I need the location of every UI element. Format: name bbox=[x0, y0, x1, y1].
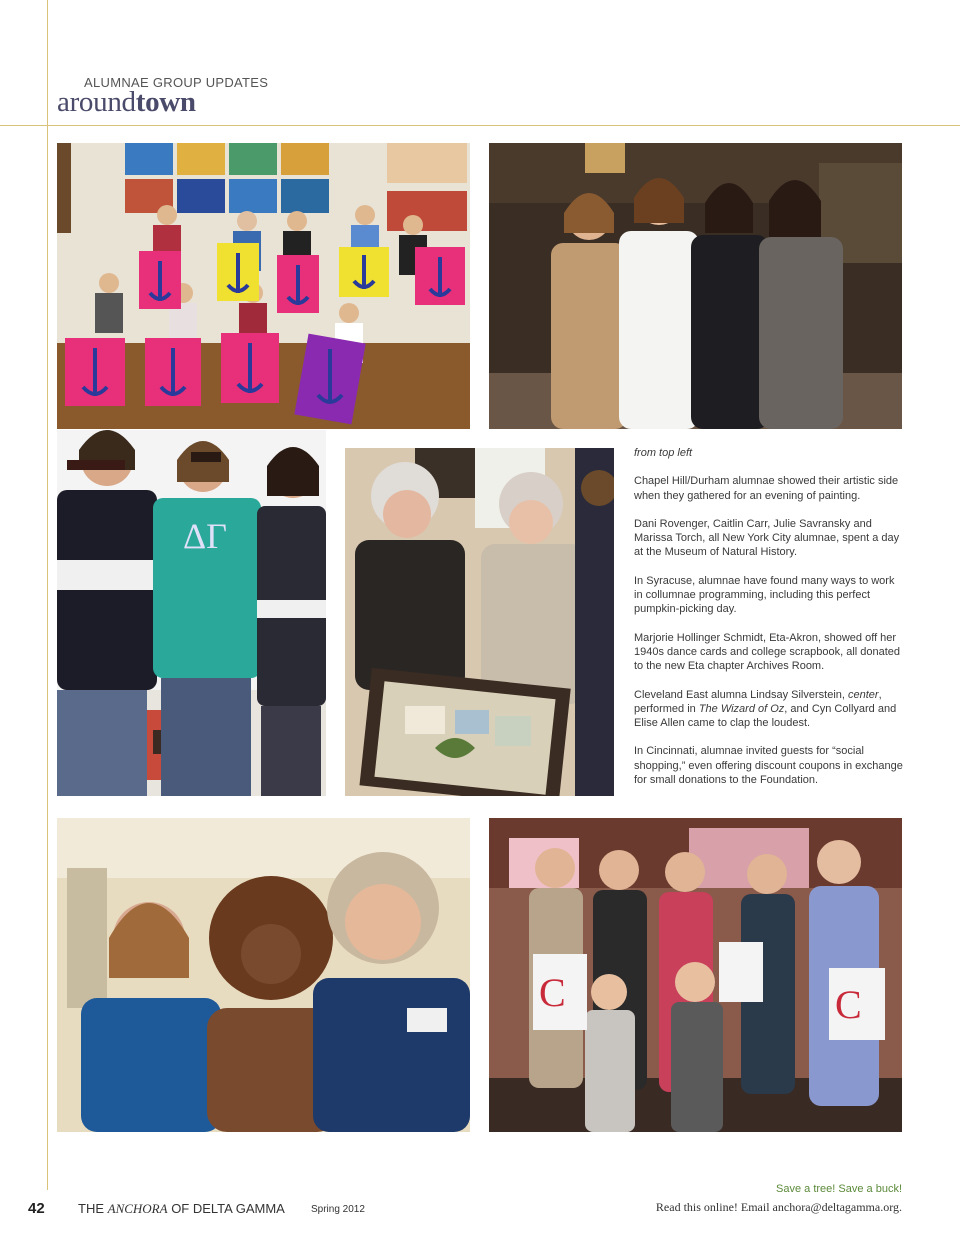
painting-party-photo bbox=[57, 143, 470, 429]
museum-photo bbox=[489, 143, 902, 429]
wizard-of-oz-photo bbox=[57, 818, 470, 1132]
svg-text:C: C bbox=[539, 970, 566, 1015]
caption-2: Dani Rovenger, Caitlin Carr, Julie Savransky and Marissa Torch, all New York City alumnae, spent a day at the Museum of Natural History. bbox=[634, 517, 900, 559]
scrapbook-photo bbox=[345, 448, 614, 796]
page-title bbox=[57, 86, 196, 119]
social-shopping-photo bbox=[489, 818, 902, 1132]
caption-4: Marjorie Hollinger Schmidt, Eta-Akron, showed off her 1940s dance cards and college scrapbook, all donated to the new Eta chapter Archives Room. bbox=[634, 631, 901, 673]
caption-lead: from top left bbox=[634, 447, 693, 459]
vertical-rule bbox=[47, 0, 48, 1190]
title-bold: town bbox=[135, 86, 196, 118]
horizontal-rule bbox=[0, 125, 960, 126]
save-tree-note: Save a tree! Save a buck! bbox=[776, 1183, 902, 1195]
svg-text:ΔΓ: ΔΓ bbox=[183, 516, 227, 556]
photo-captions bbox=[634, 446, 904, 801]
caption-1: Chapel Hill/Durham alumnae showed their artistic side when they gathered for an evening of painting. bbox=[634, 475, 899, 502]
page-number: 42 bbox=[28, 1200, 45, 1217]
issue-date: Spring 2012 bbox=[311, 1204, 365, 1215]
caption-3: In Syracuse, alumnae have found many ways to work in collumnae programming, including this perfect pumpkin-picking day. bbox=[634, 574, 895, 616]
magazine-name: THE ANCHORA OF DELTA GAMMA bbox=[78, 1201, 285, 1216]
read-online-note: Read this online! Email anchora@deltagamma.org. bbox=[655, 1200, 902, 1214]
pumpkin-picking-photo bbox=[57, 430, 326, 796]
title-light: around bbox=[57, 86, 136, 118]
caption-6: In Cincinnati, alumnae invited guests for “social shopping,” even offering discount coupons in exchange for small donations to the Foundation. bbox=[634, 745, 903, 787]
caption-5: Cleveland East alumna Lindsay Silverstein, center, performed in The Wizard of Oz, and Cyn Collyard and Elise Allen came to clap the loudest. bbox=[634, 688, 897, 730]
section-label: ALUMNAE GROUP UPDATES bbox=[84, 75, 269, 90]
svg-text:C: C bbox=[835, 982, 862, 1027]
